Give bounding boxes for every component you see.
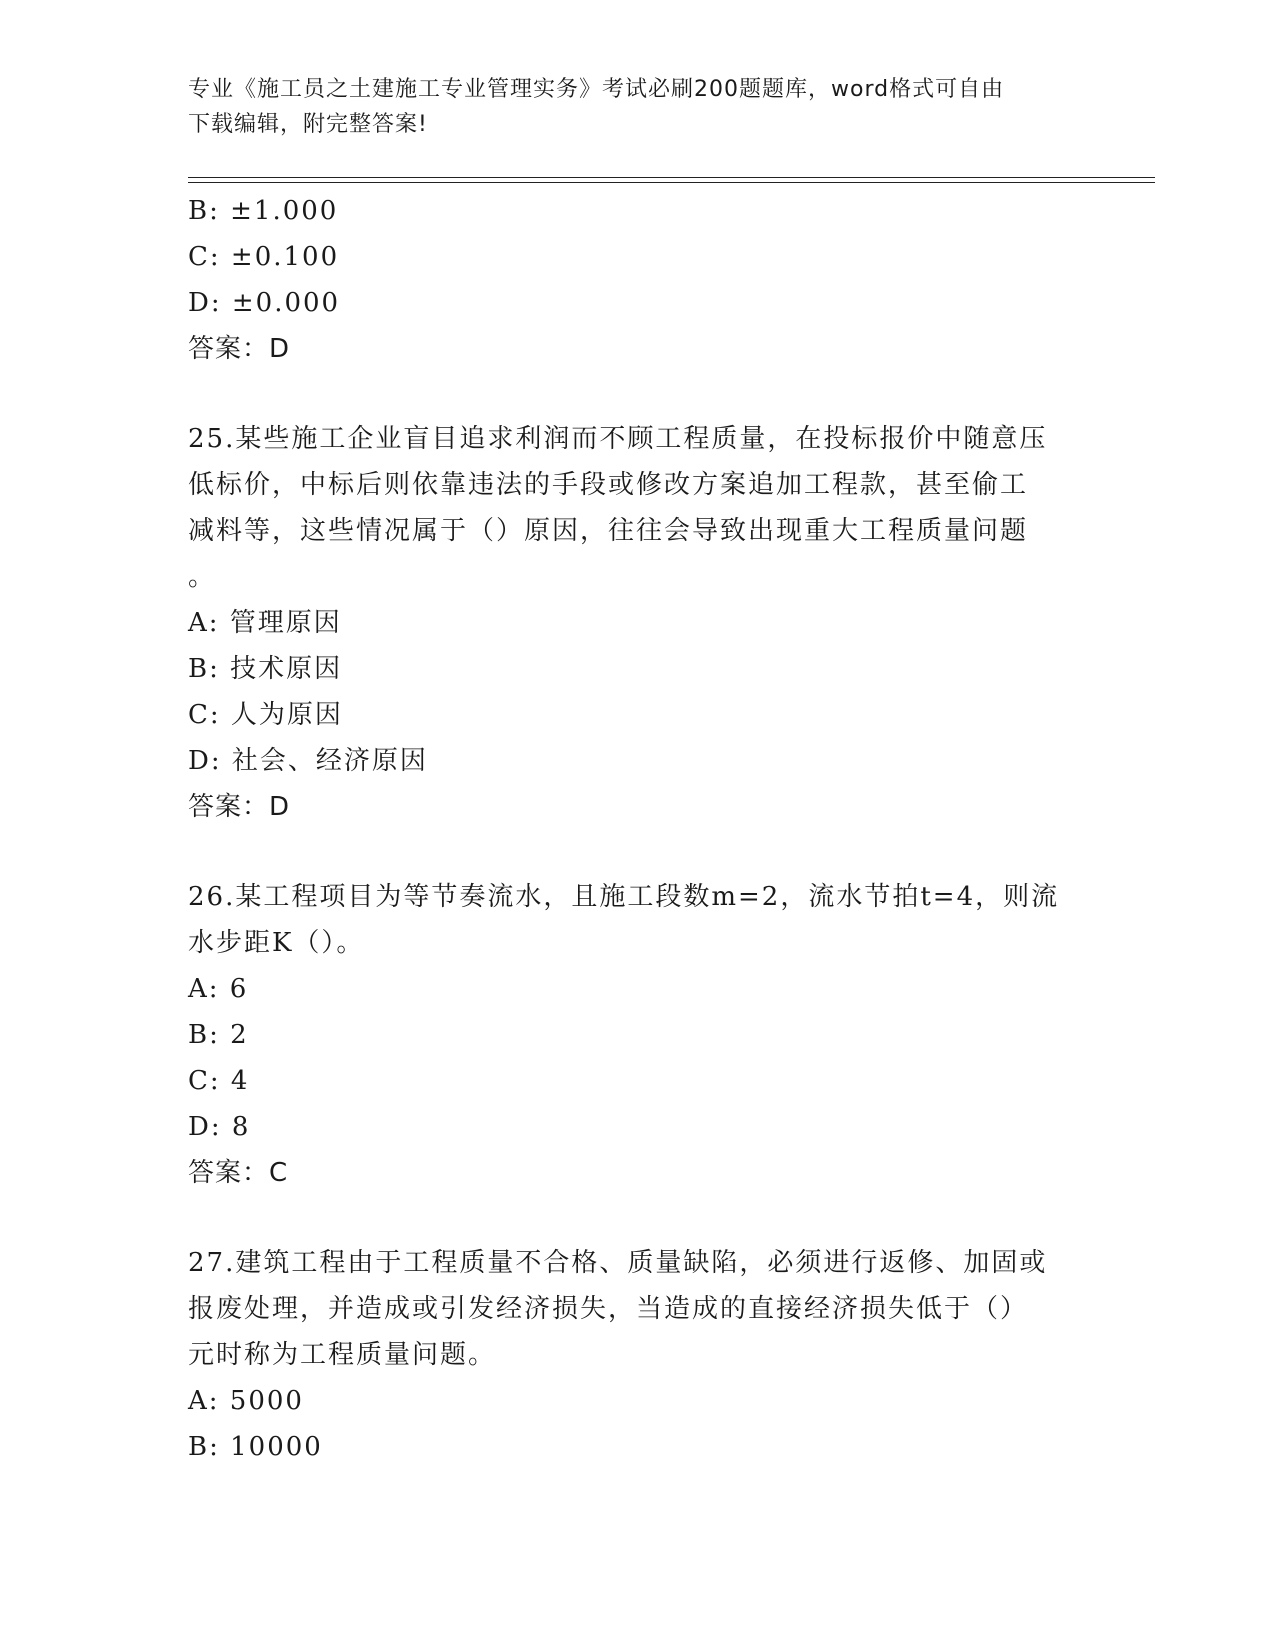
header-divider-top bbox=[188, 177, 1155, 178]
question-text-line: 水步距K（）。 bbox=[188, 928, 365, 958]
document-body bbox=[188, 188, 1088, 1470]
option-b: B: 10000 bbox=[188, 1432, 323, 1462]
question-26 bbox=[188, 874, 1088, 1196]
partial-question bbox=[188, 188, 1088, 372]
question-text-line: 报废处理，并造成或引发经济损失，当造成的直接经济损失低于（） bbox=[188, 1294, 1029, 1324]
option-a: A: 5000 bbox=[188, 1386, 304, 1416]
question-text-line: 。 bbox=[188, 562, 217, 592]
question-text-line: 元时称为工程质量问题。 bbox=[188, 1340, 497, 1370]
question-text-line: 低标价，中标后则依靠违法的手段或修改方案追加工程款，甚至偷工 bbox=[188, 470, 1029, 500]
option-d: D: ±0.000 bbox=[188, 288, 341, 318]
header-line-1: 专业《施工员之土建施工专业管理实务》考试必刷200题题库，word格式可自由 bbox=[188, 77, 1005, 102]
question-text-line: 减料等，这些情况属于（）原因，往往会导致出现重大工程质量问题 bbox=[188, 516, 1029, 546]
option-b: B: ±1.000 bbox=[188, 196, 339, 226]
question-27 bbox=[188, 1240, 1088, 1470]
option-c: C: 4 bbox=[188, 1066, 250, 1096]
question-25 bbox=[188, 416, 1088, 830]
option-d: D: 8 bbox=[188, 1112, 251, 1142]
header-line-2: 下载编辑，附完整答案! bbox=[188, 112, 428, 137]
question-text-line: 25.某些施工企业盲目追求利润而不顾工程质量，在投标报价中随意压 bbox=[188, 424, 1048, 454]
answer-line: 答案：D bbox=[188, 792, 291, 822]
option-d: D: 社会、经济原因 bbox=[188, 746, 428, 776]
option-b: B: 2 bbox=[188, 1020, 249, 1050]
answer-line: 答案：C bbox=[188, 1158, 289, 1188]
answer-line: 答案：D bbox=[188, 334, 291, 364]
document-header bbox=[188, 72, 1068, 142]
option-a: A: 6 bbox=[188, 974, 249, 1004]
option-b: B: 技术原因 bbox=[188, 654, 343, 684]
question-text-line: 26.某工程项目为等节奏流水，且施工段数m=2，流水节拍t=4，则流 bbox=[188, 882, 1060, 912]
header-divider-bottom bbox=[188, 182, 1155, 183]
option-c: C: ±0.100 bbox=[188, 242, 340, 272]
question-text-line: 27.建筑工程由于工程质量不合格、质量缺陷，必须进行返修、加固或 bbox=[188, 1248, 1048, 1278]
option-a: A: 管理原因 bbox=[188, 608, 342, 638]
option-c: C: 人为原因 bbox=[188, 700, 343, 730]
